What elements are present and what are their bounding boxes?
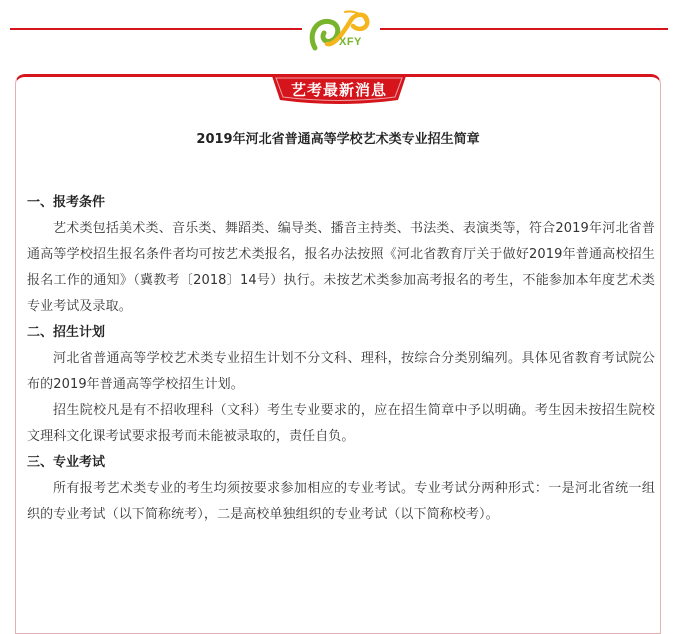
section-paragraph: 所有报考艺术类专业的考生均须按要求参加相应的专业考试。专业考试分两种形式：一是河北省统一组织的专业考试（以下简称统考），二是高校单独组织的专业考试（以下简称校考）。	[27, 481, 655, 522]
article-title: 2019年河北省普通高等学校艺术类专业招生简章	[196, 132, 480, 147]
section-paragraph: 招生院校凡是有不招收理科（文科）考生专业要求的，应在招生简章中予以明确。考生因未按招生院校文理科文化课考试要求报考而未能被录取的，责任自负。	[27, 403, 655, 444]
section-heading: 二、招生计划	[27, 325, 106, 340]
header-divider-left	[10, 28, 302, 30]
section-paragraph: 河北省普通高等学校艺术类专业招生计划不分文科、理科，按综合分类别编列。具体见省教育考试院公布的2019年普通高等学校招生计划。	[27, 351, 655, 392]
section-heading: 一、报考条件	[27, 195, 106, 210]
article-body	[27, 190, 655, 528]
header-divider-right	[380, 28, 668, 30]
section-heading: 三、专业考试	[27, 455, 106, 470]
xfy-swirl-icon[interactable]	[305, 8, 377, 56]
logo-text: XFY	[339, 36, 362, 48]
section-paragraph: 艺术类包括美术类、音乐类、舞蹈类、编导类、播音主持类、书法类、表演类等，符合2019年河北省普通高等学校招生报名条件者均可按艺术类报名，报名办法按照《河北省教育厅关于做好2019年普通高校招生报名工作的通知》（冀教考〔2018〕14号）执行。未按艺术类参加高考报名的考生，不能参加本年度艺术类专业考试及录取。	[27, 221, 655, 314]
section-badge-label: 艺考最新消息	[290, 81, 387, 99]
